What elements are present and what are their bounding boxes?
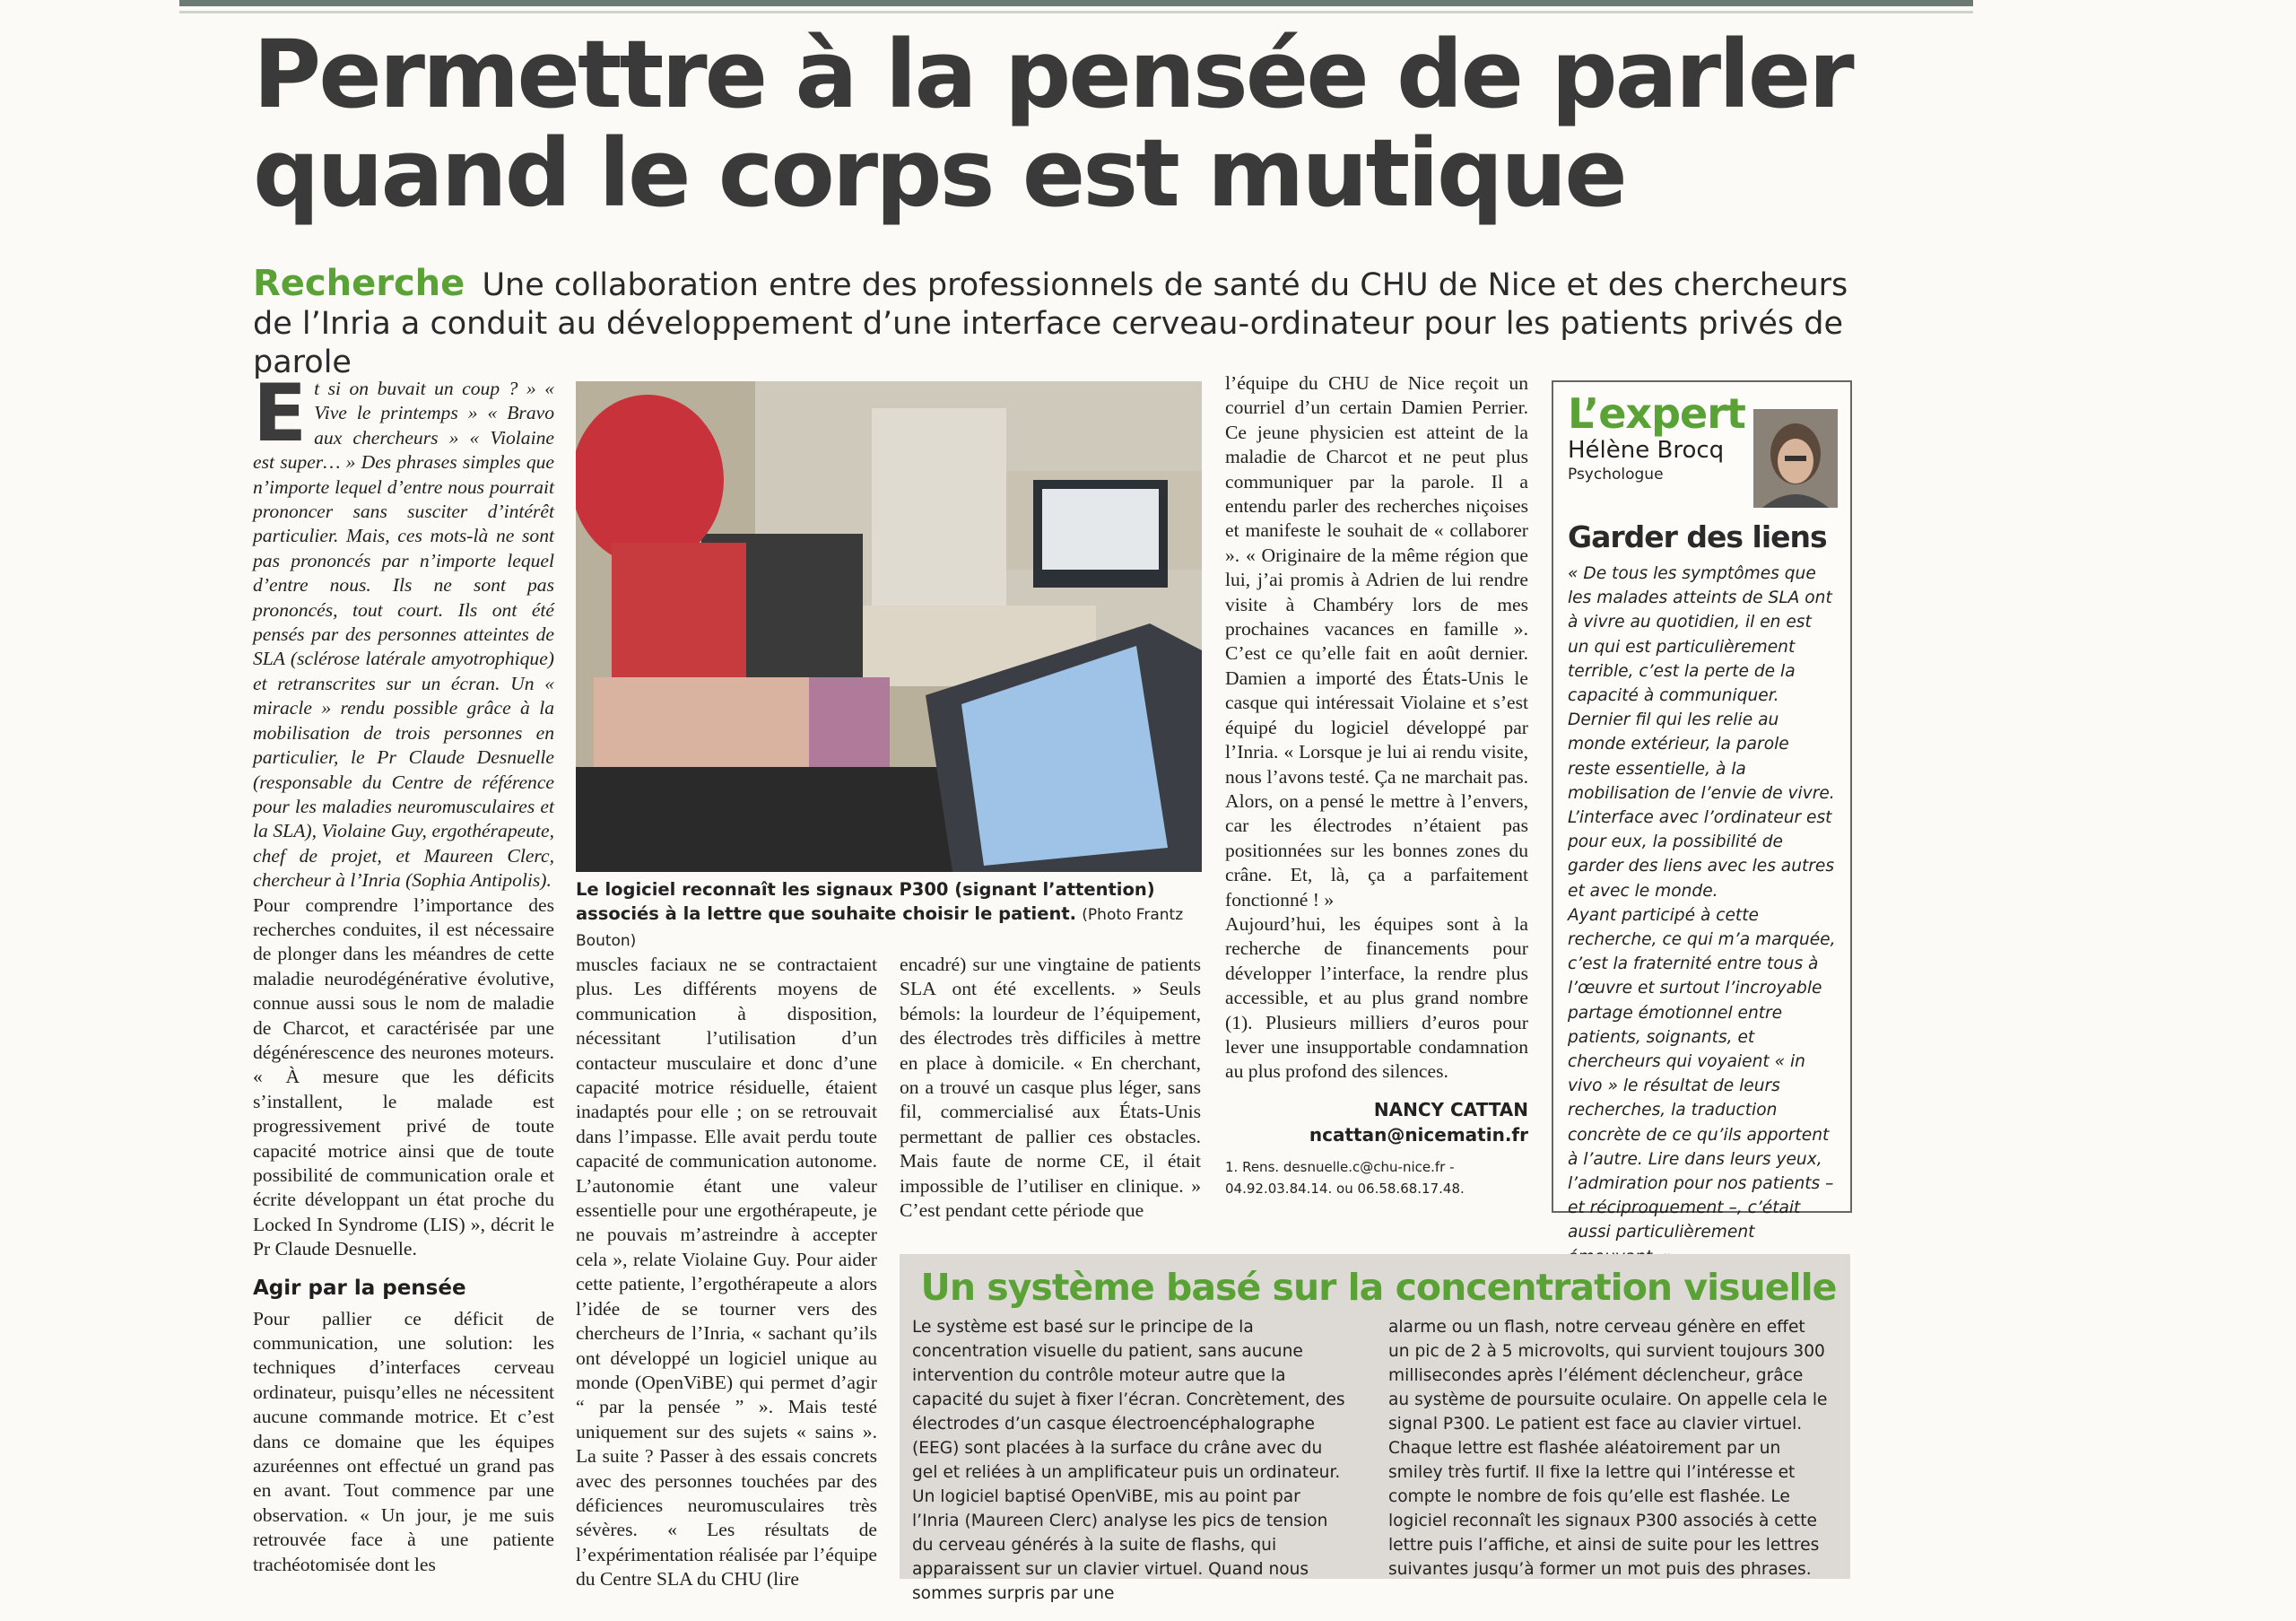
article-column-2 bbox=[576, 953, 877, 1592]
photo-credit: (Photo Frantz Bouton) bbox=[576, 906, 1184, 950]
body-paragraph: Aujourd’hui, les équipes sont à la recherche de financements pour développer l’interface, la rendre plus accessible, et au plus grand nombre (1). Plusieurs milliers d’euros pour lever une insupportable condamnation au plus profond des silences. bbox=[1225, 912, 1528, 1083]
body-paragraph: l’équipe du CHU de Nice reçoit un courriel d’un certain Damien Perrier. Ce jeune physicien est atteint de la maladie de Charcot et ne peut plus communiquer par la parole. Il a entendu parler des recherches niçoises et manifeste le souhait de « collaborer ». « Originaire de la même région que lui, j’ai promis à Adrien de lui rendre visite à Chambéry lors de mes prochaines vacances en famille ». C’est ce qu’elle fait en août dernier. Damien a importé des États-Unis le casque qui intéressait Violaine et s’est équipé du logiciel développé par l’Inria. « Lorsque je lui ai rendu visite, nous l’avons testé. Ça ne marchait pas. Alors, on a pensé le mettre à l’envers, car les électrodes n’étaient pas positionnées sur les bonnes zones du crâne. Et, là, ça a parfaitement fonctionné ! » bbox=[1225, 372, 1528, 911]
author-signature bbox=[1225, 1097, 1528, 1147]
body-paragraph: muscles faciaux ne se contractaient plus. Les différents moyens de communication à disposition, nécessitant l’utilisation d’un contacteur musculaire et donc d’une capacité motrice résiduelle, étaient inadaptés pour elle ; on se retrouvait dans l’impasse. Elle avait perdu toute capacité de communication autonome. L’autonomie étant une valeur essentielle pour une ergothérapeute, je ne pouvais m’astreindre à accepter cela », relate Violaine Guy. Pour aider cette patiente, l’ergothérapeute a alors l’idée de se tourner vers des chercheurs de l’Inria, « sachant qu’ils ont développé un logiciel unique au monde (OpenViBE) qui permet d’agir “ par la pensée ” ». Mais testé uniquement sur des sujets « sains ». La suite ? Passer à des essais concrets avec des personnes touchées par des déficiences neuromusculaires très sévères. « Les résultats de l’expérimentation réalisée par l’équipe du Centre SLA du CHU (lire bbox=[576, 954, 877, 1590]
body-paragraph: Pour comprendre l’importance des recherches conduites, il est nécessaire de plonger dans les méandres de cette maladie neurodégénérative évolutive, connue aussi sous le nom de maladie de Charcot, et caractérisée par une dégénérescence des neurones moteurs. « À mesure que les déficits s’installent, le malade est progressivement privé de toute capacité motrice ainsi que de toute possibilité de communication orale et écrite développant un état proche du Locked In Syndrome (LIS) », décrit le Pr Claude Desnuelle. bbox=[253, 893, 554, 1260]
article-column-1 bbox=[253, 367, 554, 1577]
expert-portrait bbox=[1753, 409, 1838, 508]
box-title: Un système basé sur la concentration visuelle bbox=[920, 1266, 1837, 1309]
top-rule-thin bbox=[179, 11, 1973, 13]
expert-box bbox=[1552, 380, 1852, 1242]
article-column-3 bbox=[900, 953, 1201, 1223]
section-subhead: Agir par la pensée bbox=[253, 1276, 466, 1300]
expert-heading: Garder des liens bbox=[1568, 519, 1827, 554]
expert-role: Psychologue bbox=[1568, 466, 1664, 484]
body-paragraph: Pour pallier ce déficit de communication, une solution: les techniques d’interfaces cerveau ordinateur, puisqu’elles ne nécessitent aucune commande motrice. Et c’est dans ce domaine que les équipes azuréennes ont effectué un grand pas en avant. Tout commence par une observation. « Un jour, je me suis retrouvée face à une patiente trachéotomisée dont les bbox=[253, 1307, 554, 1575]
expert-name: Hélène Brocq bbox=[1568, 437, 1725, 464]
deck-text: Une collaboration entre des professionnels de santé du CHU de Nice et des chercheurs de l’Inria a conduit au développement d’une interface cerveau-ordinateur pour les patients privés de parole bbox=[253, 267, 1848, 380]
box-column-left: Le système est basé sur le principe de la concentration visuelle du patient, sans aucune intervention du contrôle moteur autre que la capacité du sujet à fixer l’écran. Concrètement, des électrodes d’un casque électroencéphalographe (EEG) sont placées à la surface du crâne avec du gel et reliées à un amplificateur puis un ordinateur. Un logiciel baptisé OpenViBE, mis au point par l’Inria (Maureen Clerc) analyse les pics de tension du cerveau générés à la suite de flashs, qui apparaissent sur un clavier virtuel. Quand nous sommes surpris par une bbox=[912, 1318, 1345, 1603]
intro-text: t si on buvait un coup ? » « Vive le printemps » « Bravo aux chercheurs » « Violaine est super… » Des phrases simples que n’importe lequel d’entre nous pourrait prononcer sans susciter d’intérêt particulier. Mais, ces mots-là ne sont pas prononcés par n’importe lequel d’entre nous. Ils ne sont pas prononcés, tout court. Ils ont été pensés par des personnes atteintes de SLA (sclérose latérale amyotrophique) et retranscrites sur un écran. Un « miracle » rendu possible grâce à la mobilisation de trois personnes en particulier, le Pr Claude Desnuelle (responsable du Centre de référence pour les maladies neuromusculaires et la SLA), Violaine Guy, ergothérapeute, chef de projet, et Maureen Clerc, chercheur à l’Inria (Sophia Antipolis). bbox=[253, 378, 554, 892]
top-rule bbox=[179, 0, 1973, 6]
rubric-label: Recherche bbox=[253, 263, 465, 304]
body-paragraph: encadré) sur une vingtaine de patients SLA ont été excellents. » Seuls bémols: la lourdeur de l’équipement, des électrodes très difficiles à mettre en place à domicile. « En cherchant, on a trouvé un casque plus léger, sans fil, commercialisé aux États-Unis permettant de pallier ces obstacles. Mais faute de norme CE, il était impossible de l’utiliser en clinique. » C’est pendant cette période que bbox=[900, 954, 1201, 1222]
expert-label: L’expert bbox=[1568, 389, 1745, 438]
article-headline bbox=[253, 20, 1939, 228]
headline-line-1: Permettre à la pensée de parler bbox=[253, 20, 1852, 129]
article-column-4 bbox=[1225, 371, 1528, 1199]
drop-cap: E bbox=[253, 367, 308, 459]
author-name: NANCY CATTAN bbox=[1373, 1098, 1528, 1120]
article-photo bbox=[576, 381, 1202, 872]
sidebar-box bbox=[900, 1254, 1850, 1603]
headline-line-2: quand le corps est mutique bbox=[253, 118, 1625, 228]
quote-paragraph: Ayant participé à cette recherche, ce qui m’a marquée, c’est la fraternité entre tous à l’œuvre et surtout l’incroyable partage émotionnel entre patients, soignants, et chercheurs qui voyaient « in vivo » le résultat de leurs recherches, la traduction concrète de ce qu’ils apportent à l’autre. Lire dans leurs yeux, l’admiration pour nos patients – et réciproquement –, c’était aussi particulièrement bbox=[1568, 905, 1836, 1242]
quote-paragraph: « De tous les symptômes que les malades atteints de SLA ont à vivre au quotidien, il en est un qui est particulièrement terrible, c’est la perte de la capacité à communiquer. Dernier fil qui les relie au monde extérieur, la parole reste essentielle, à la mobilisation de l’envie de vivre. L’interface avec l’ordinateur est pour eux, la possibilité de garder des liens avec les autres et avec le monde. bbox=[1568, 564, 1835, 901]
intro-paragraph bbox=[253, 367, 554, 893]
author-email[interactable]: ncattan@nicematin.fr bbox=[1309, 1123, 1528, 1146]
expert-quote bbox=[1568, 562, 1836, 1269]
footnote: 1. Rens. desnuelle.c@chu-nice.fr - 04.92.03.84.14. ou 06.58.68.17.48. bbox=[1225, 1158, 1465, 1197]
photo-caption bbox=[576, 877, 1202, 954]
article-deck bbox=[253, 265, 1885, 382]
photo-illustration bbox=[576, 381, 1202, 872]
box-column-right: alarme ou un flash, notre cerveau génère en effet un pic de 2 à 5 microvolts, qui survient toujours 300 millisecondes après l’élément déclencheur, grâce au système de poursuite oculaire. On appelle cela le signal P300. Le patient est face au clavier virtuel. Chaque lettre est flashée aléatoirement par un smiley très furtif. Il fixe la lettre qui l’intéresse et compte le nombre de fois qu’elle est flashée. Le logiciel reconnaît les signaux P300 associés à cette lettre puis l’affiche, et ainsi de suite pour les lettres suivantes jusqu’à former un mot puis des phrases. bbox=[1388, 1318, 1828, 1579]
caption-text: Le logiciel reconnaît les signaux P300 (signant l’attention) associés à la lettre que souhaite choisir le patient. bbox=[576, 879, 1155, 924]
